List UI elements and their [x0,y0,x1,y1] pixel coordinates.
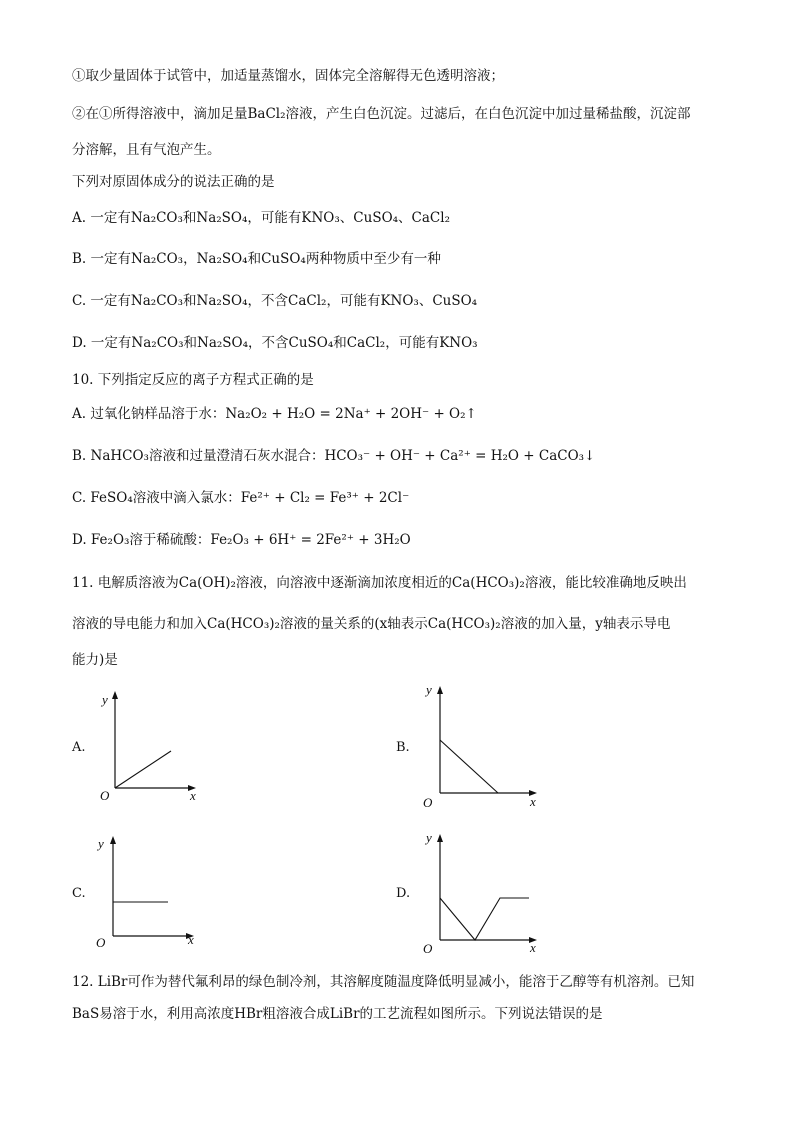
graph-c-y-axis-label: y [98,836,104,851]
q10-option-a: A. 过氧化钠样品溶于水：Na₂O₂ + H₂O = 2Na⁺ + 2OH⁻ + O₂↑ [72,406,477,422]
stem-step1: ①取少量固体于试管中，加适量蒸馏水，固体完全溶解得无色透明溶液； [72,68,504,84]
graph-c-x-axis-label: x [188,932,194,947]
stem-step2-line1: ②在①所得溶液中，滴加足量BaCl₂溶液，产生白色沉淀。过滤后，在白色沉淀中加过量稀盐酸，沉淀部 [72,106,691,122]
q9-question: 下列对原固体成分的说法正确的是 [72,174,275,190]
graph-a [96,688,206,808]
graph-d [420,826,550,961]
stem-step2-line2: 分溶解，且有气泡产生。 [72,142,221,158]
graph-d-label: D. [396,886,411,901]
graph-b-x-axis-label: x [530,794,536,809]
graph-a-y-axis-label: y [102,692,108,707]
graph-d-y-axis-label: y [426,830,432,845]
graph-a-label: A. [72,740,86,755]
graph-b-y-axis-label: y [426,682,432,697]
q11-line1: 11. 电解质溶液为Ca(OH)₂溶液，向溶液中逐渐滴加浓度相近的Ca(HCO₃)₂溶液，能比较准确地反映出 [72,575,687,591]
graph-b-label: B. [396,740,410,755]
graph-d-x-axis-label: x [530,940,536,955]
q9-option-c: C. 一定有Na₂CO₃和Na₂SO₄，不含CaCl₂，可能有KNO₃、CuSO₄ [72,293,478,309]
q12-line1: 12. LiBr可作为替代氟利昂的绿色制冷剂，其溶解度随温度降低明显减小，能溶于乙醇等有机溶剂。已知 [72,974,695,990]
q9-option-d: D. 一定有Na₂CO₃和Na₂SO₄，不含CuSO₄和CaCl₂，可能有KNO₃ [72,335,478,351]
graph-c [94,832,204,957]
q12-line2: BaS易溶于水，利用高浓度HBr粗溶液合成LiBr的工艺流程如图所示。下列说法错误的是 [72,1006,603,1022]
graph-d-origin-label: O [423,941,433,956]
graph-c-origin-label: O [96,935,106,950]
graph-b-origin-label: O [423,795,433,810]
q10-option-b: B. NaHCO₃溶液和过量澄清石灰水混合：HCO₃⁻ + OH⁻ + Ca²⁺ = H₂O + CaCO₃↓ [72,448,596,464]
q11-line3: 能力)是 [72,652,118,668]
q9-option-b: B. 一定有Na₂CO₃，Na₂SO₄和CuSO₄两种物质中至少有一种 [72,251,441,267]
q9-option-a: A. 一定有Na₂CO₃和Na₂SO₄，可能有KNO₃、CuSO₄、CaCl₂ [72,210,450,226]
q10-stem: 10. 下列指定反应的离子方程式正确的是 [72,372,314,388]
graph-b [420,680,550,815]
graph-a-origin-label: O [100,788,110,803]
q10-option-d: D. Fe₂O₃溶于稀硫酸：Fe₂O₃ + 6H⁺ = 2Fe²⁺ + 3H₂O [72,532,411,548]
graph-a-x-axis-label: x [190,788,196,803]
graph-c-label: C. [72,886,86,901]
q10-option-c: C. FeSO₄溶液中滴入氯水：Fe²⁺ + Cl₂ = Fe³⁺ + 2Cl⁻ [72,490,410,506]
q11-line2: 溶液的导电能力和加入Ca(HCO₃)₂溶液的量关系的(x轴表示Ca(HCO₃)₂溶液的加入量，y轴表示导电 [72,616,671,632]
